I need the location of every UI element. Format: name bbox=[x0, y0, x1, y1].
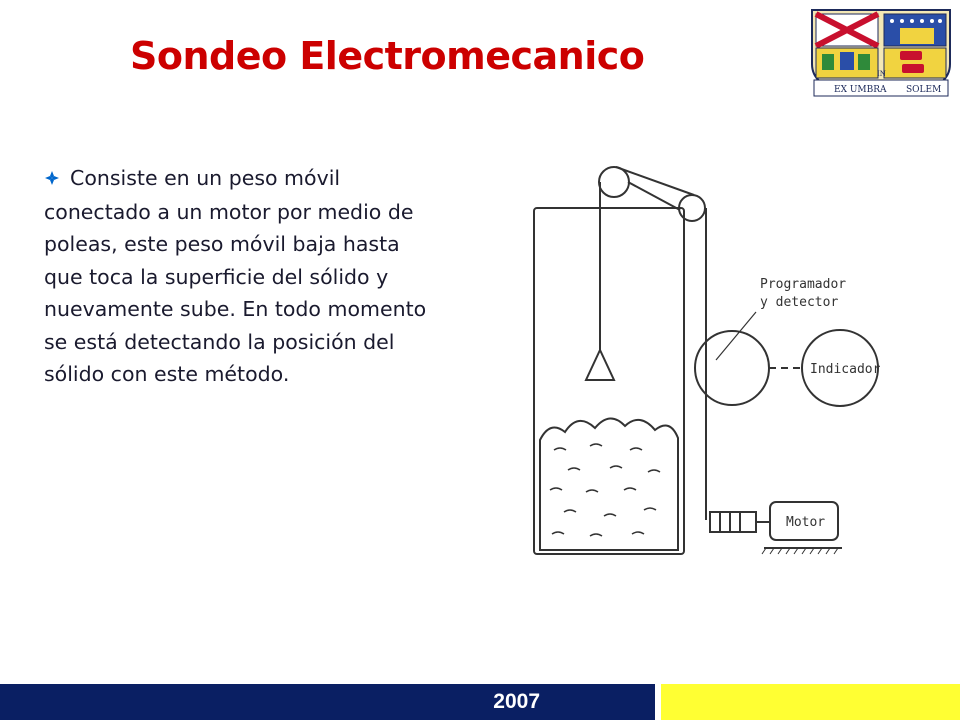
motto-right: SOLEM bbox=[906, 85, 942, 95]
label-programmer-line1: Programador bbox=[760, 277, 847, 292]
footer-blue-bar bbox=[0, 684, 655, 720]
diamond-bullet-icon bbox=[44, 163, 70, 196]
university-crest-logo bbox=[806, 6, 956, 102]
moving-weight bbox=[586, 350, 614, 380]
bullet-paragraph bbox=[44, 162, 444, 391]
bullet-text: Consiste en un peso móvil conectado a un motor por medio de poleas, este peso móvil baja hasta que toca la superficie del sólido y nuevamente sube. En todo momento se está detectando la posición del sólido con este método. bbox=[44, 166, 427, 386]
label-programmer-line2: y detector bbox=[760, 295, 839, 310]
coupling bbox=[710, 512, 756, 532]
solid-material bbox=[540, 418, 678, 550]
label-motor: Motor bbox=[786, 515, 826, 530]
footer-year: 2007 bbox=[493, 690, 540, 713]
sounding-diagram bbox=[520, 150, 900, 570]
footer-yellow-bar bbox=[661, 684, 960, 720]
slide-title: Sondeo Electromecanico bbox=[130, 34, 645, 78]
motto-left: EX UMBRA bbox=[834, 85, 887, 95]
top-pulley bbox=[599, 167, 629, 197]
motto-middle: IN bbox=[877, 70, 886, 78]
label-indicator: Indicador bbox=[810, 362, 881, 377]
